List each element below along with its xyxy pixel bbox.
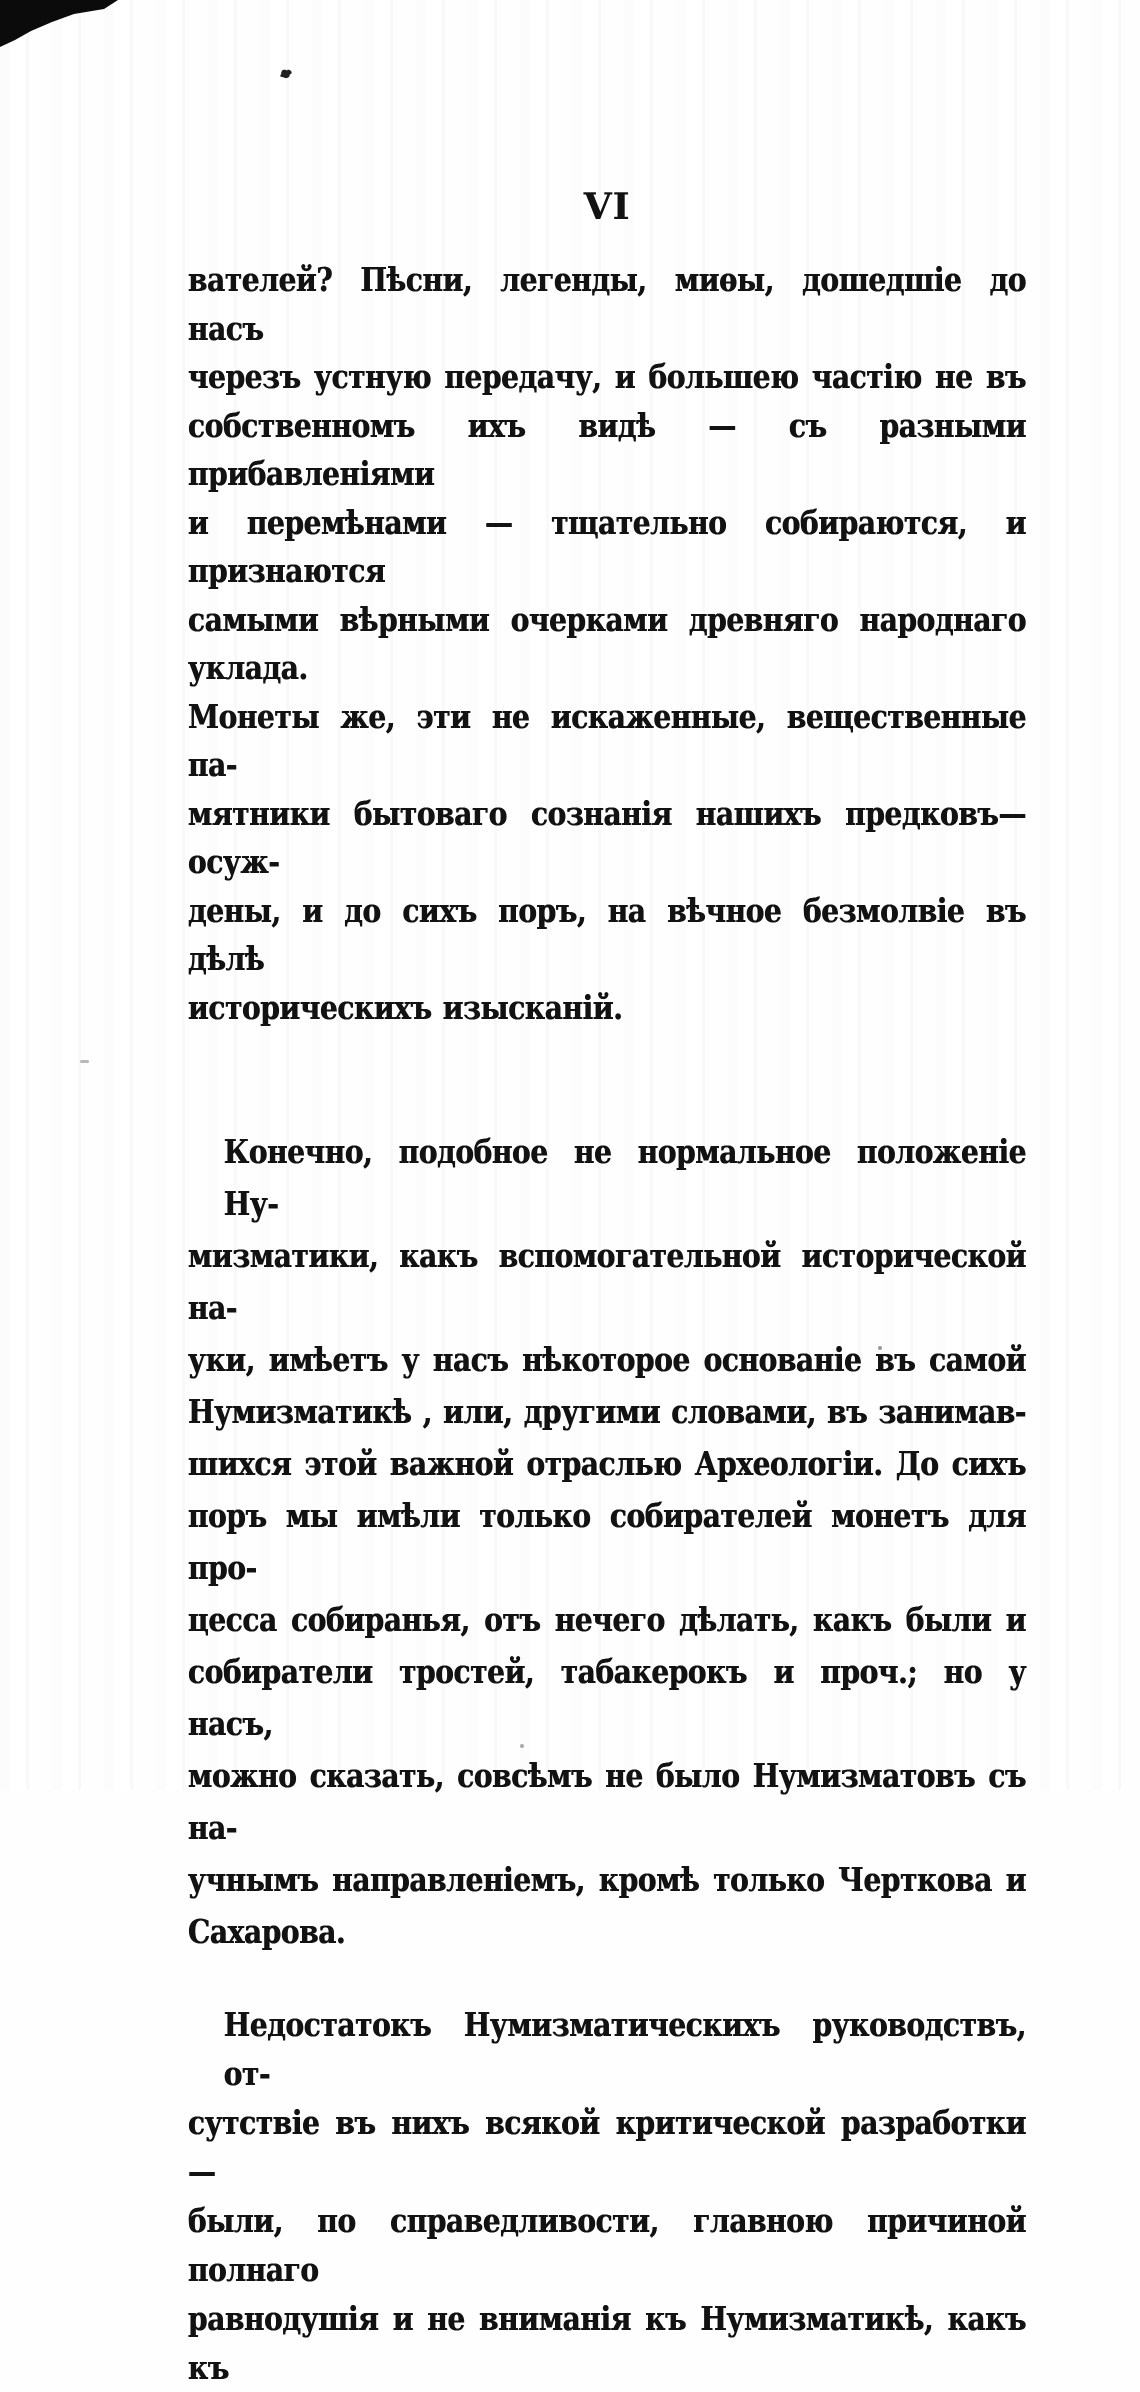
text-line: цесса собиранья, отъ нечего дѣлать, какъ были и — [188, 1600, 1027, 1639]
text-line: Монеты же, эти не искаженные, вещественные па- — [188, 696, 1027, 784]
paragraph — [188, 256, 1026, 1032]
text-line: историческихъ изысканій. — [188, 987, 623, 1027]
paragraph — [188, 1126, 1026, 1958]
text-line: Нумизматикѣ , или, другими словами, въ занимав- — [188, 1392, 1027, 1431]
text-body — [188, 256, 1026, 2392]
text-line: сутствіе въ нихъ всякой критической разработки— — [188, 2103, 1027, 2191]
text-line: Сахарова. — [188, 1912, 346, 1951]
ink-speck — [80, 1060, 89, 1063]
scan-corner-artifact — [0, 0, 120, 50]
text-line: Конечно, подобное не нормальное положеніе Ну- — [223, 1132, 1027, 1223]
paragraph — [188, 2000, 1026, 2392]
text-line: мятники бытоваго сознанія нашихъ предковъ—осуж- — [188, 793, 1027, 881]
text-line: собственномъ ихъ видѣ — съ разными прибавленіями — [188, 405, 1027, 493]
text-line: можно сказать, совсѣмъ не было Нумизматовъ съ на- — [188, 1756, 1027, 1847]
text-line: Недостатокъ Нумизматическихъ руководствъ, от- — [223, 2005, 1027, 2093]
text-line: собиратели тростей, табакерокъ и проч.; но у насъ, — [188, 1652, 1027, 1743]
text-line: и перемѣнами — тщательно собираются, и признаются — [188, 502, 1027, 590]
text-line: поръ мы имѣли только собирателей монетъ для про- — [188, 1496, 1027, 1587]
text-line: были, по справедливости, главною причиной полнаго — [188, 2201, 1027, 2289]
text-line: черезъ устную передачу, и большею частію не въ — [188, 357, 1027, 396]
page-number: VI — [583, 186, 631, 228]
text-line: уки, имѣетъ у насъ нѣкоторое основаніе въ самой — [188, 1340, 1027, 1379]
text-line: дены, и до сихъ поръ, на вѣчное безмолвіе въ дѣлѣ — [188, 890, 1027, 978]
text-line: самыми вѣрными очерками древняго народнаго уклада. — [188, 599, 1027, 687]
text-line: вателей? Пѣсни, легенды, миѳы, дошедшіе до насъ — [188, 260, 1027, 348]
text-line: шихся этой важной отраслью Археологіи. До сихъ — [188, 1444, 1027, 1483]
text-line: учнымъ направленіемъ, кромѣ только Черткова и — [188, 1860, 1027, 1899]
ink-speck — [280, 69, 291, 79]
text-line: мизматики, какъ вспомогательной исторической на- — [188, 1236, 1027, 1327]
text-line: равнодушія и не вниманія къ Нумизматикѣ, какъ къ — [188, 2299, 1027, 2387]
